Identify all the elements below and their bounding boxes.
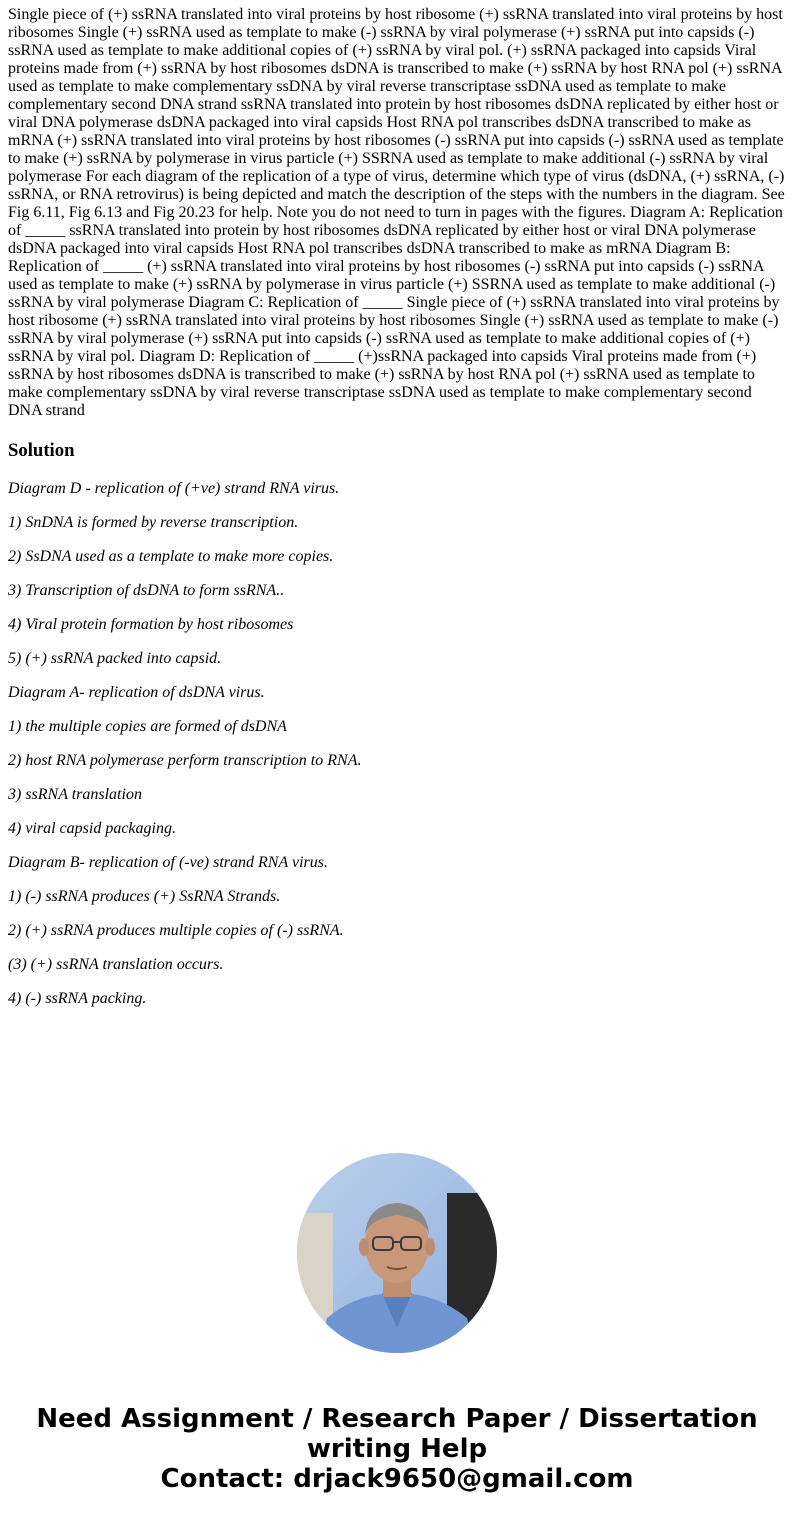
solution-line: 2) host RNA polymerase perform transcription to RNA. [8, 752, 362, 769]
solution-line: 1) the multiple copies are formed of dsDNA [8, 718, 287, 735]
solution-line: 4) Viral protein formation by host ribosomes [8, 616, 294, 633]
promo-contact: Contact: drjack9650@gmail.com [160, 1464, 634, 1494]
promo-line-2: writing Help [306, 1434, 488, 1464]
solution-line: Diagram A- replication of dsDNA virus. [8, 684, 265, 701]
promo-line-1: Need Assignment / Research Paper / Dissertation [36, 1404, 758, 1434]
solution-line: Diagram D - replication of (+ve) strand RNA virus. [8, 480, 340, 497]
solution-line: 3) Transcription of dsDNA to form ssRNA.. [8, 582, 285, 599]
promo-banner [0, 1404, 794, 1494]
solution-heading: Solution [8, 440, 75, 461]
solution-line: 1) (-) ssRNA produces (+) SsRNA Strands. [8, 888, 281, 905]
solution-line: 2) (+) ssRNA produces multiple copies of (-) ssRNA. [8, 922, 344, 939]
author-avatar [297, 1153, 497, 1353]
avatar-portrait [297, 1153, 497, 1353]
solution-line: Diagram B- replication of (-ve) strand RNA virus. [8, 854, 328, 871]
question-text: Single piece of (+) ssRNA translated into viral proteins by host ribosome (+) ssRNA translated into viral proteins by host ribosomes Single (+) ssRNA used as template to make (-) ssRNA by viral polymerase (+) ssRNA put into capsids (-) ssRNA used as template to make additional copies of (+) ssRNA by viral pol. (+) ssRNA packaged into capsids Viral proteins made from (+) ssRNA by host ribosomes dsDNA is transcribed to make (+) ssRNA by host RNA pol (+) ssRNA used as template to make complementary ssDNA by viral reverse transcriptase ssDNA used as template to make complementary second DNA strand ssRNA translated into protein by host ribosomes dsDNA replicated by either host or viral DNA polymerase dsDNA packaged into viral capsids Host RNA pol transcribes dsDNA transcribed to make as mRNA (+) ssRNA translated into viral proteins by host ribosomes (-) ssRNA put into capsids (-) ssRNA used as template to make (+) ssRNA by polymerase in virus particle (+) SSRNA used as template to make additional (-) ssRNA by viral polymerase For each diagram of the replication of a type of virus, determine which type of virus (dsDNA, (+) ssRNA, (-) ssRNA, or RNA retrovirus) is being depicted and match the description of the steps with the numbers in the diagram. See Fig 6.11, Fig 6.13 and Fig 20.23 for help. Note you do not need to turn in pages with the figures. Diagram A: Replication of _____ ssRNA translated into protein by host ribosomes dsDNA replicated by either host or viral DNA polymerase dsDNA packaged into viral capsids Host RNA pol transcribes dsDNA transcribed to make as mRNA Diagram B: Replication of _____ (+) ssRNA translated into viral proteins by host ribosomes (-) ssRNA put into capsids (-) ssRNA used as template to make (+) ssRNA by polymerase in virus particle (+) SSRNA used as template to make additional (-) ssRNA by viral polymerase Diagram C: Replication of _____ Single piece of (+) ssRNA translated into viral proteins by host ribosome (+) ssRNA translated into viral proteins by host ribosomes Single (+) ssRNA used as template to make (-) ssRNA by viral polymerase (+) ssRNA put into capsids (-) ssRNA used as template to make additional copies of (+) ssRNA by viral pol. Diagram D: Replication of _____ (+)ssRNA packaged into capsids Viral proteins made from (+) ssRNA by host ribosomes dsDNA is transcribed to make (+) ssRNA by host RNA pol (+) ssRNA used as template to make complementary ssDNA by viral reverse transcriptase ssDNA used as template to make complementary second DNA strand [8, 6, 785, 419]
solution-line: 5) (+) ssRNA packed into capsid. [8, 650, 222, 667]
solution-line: 1) SnDNA is formed by reverse transcription. [8, 514, 299, 531]
solution-line: 4) viral capsid packaging. [8, 820, 176, 837]
solution-line: (3) (+) ssRNA translation occurs. [8, 956, 224, 973]
solution-line: 4) (-) ssRNA packing. [8, 990, 147, 1007]
solution-line: 2) SsDNA used as a template to make more copies. [8, 548, 334, 565]
solution-line: 3) ssRNA translation [8, 786, 142, 803]
solution-steps [8, 480, 786, 1024]
